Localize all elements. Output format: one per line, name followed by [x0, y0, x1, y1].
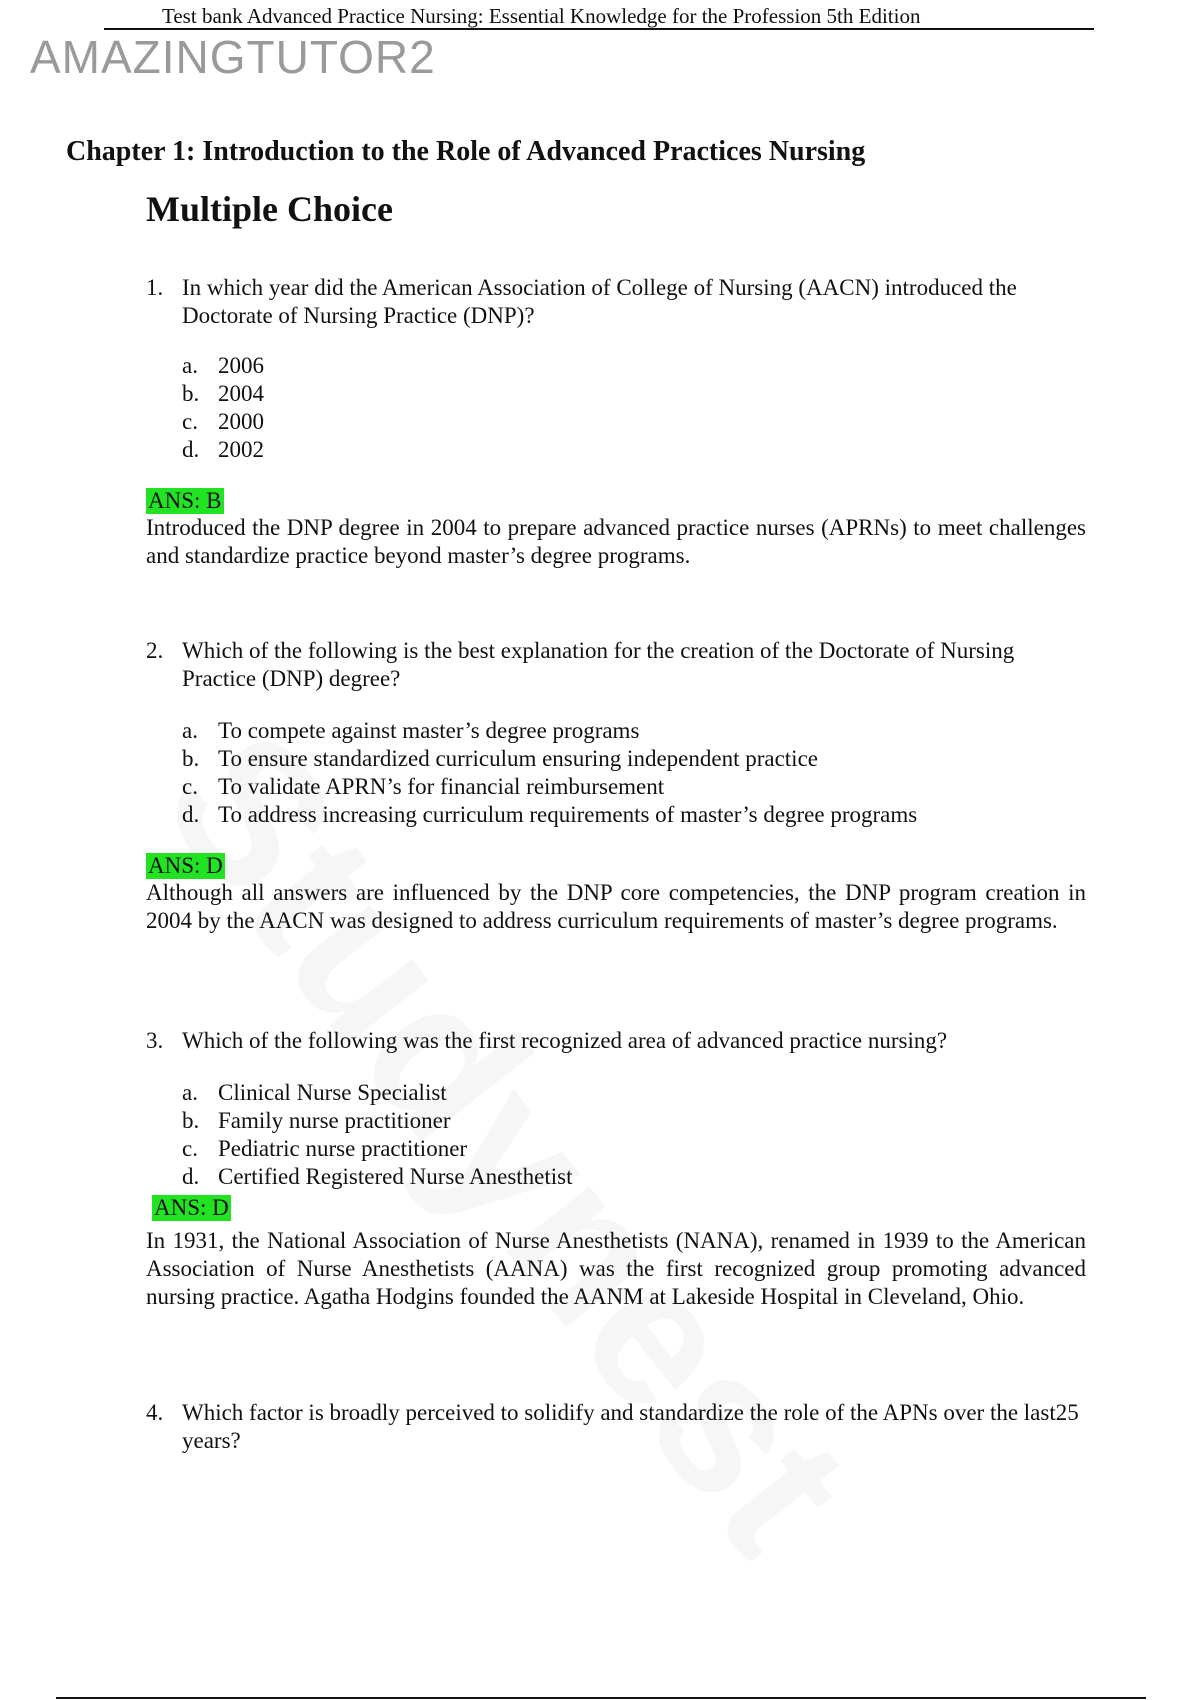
option-a: a. Clinical Nurse Specialist	[182, 1080, 447, 1105]
option-a: a. To compete against master’s degree programs	[182, 718, 640, 743]
question-text: Which of the following is the best explanation for the creation of the Doctorate of Nursing Practice (DNP) degree?	[182, 638, 1015, 691]
options-list	[182, 352, 1086, 464]
question-text: Which factor is broadly perceived to solidify and standardize the role of the APNs over the last25 years?	[182, 1400, 1079, 1453]
question-number: 4.	[146, 1400, 164, 1425]
question-number: 1.	[146, 275, 164, 300]
option-d: d. To address increasing curriculum requirements of master’s degree programs	[182, 802, 918, 827]
footer-rule	[56, 1697, 1146, 1699]
answer-rationale: Although all answers are influenced by the DNP core competencies, the DNP program creation in 2004 by the AACN was designed to address curriculum requirements of master’s degree programs.	[146, 880, 1086, 933]
option-d: d. 2002	[182, 437, 264, 462]
brand-watermark-text: AMAZINGTUTOR2	[30, 31, 436, 83]
question-1	[146, 274, 1086, 570]
option-c: c. To validate APRN’s for financial reimbursement	[182, 774, 665, 799]
answer-highlight: ANS: D	[154, 1195, 229, 1220]
options-list	[182, 1079, 1086, 1191]
option-d: d. Certified Registered Nurse Anesthetist	[182, 1164, 573, 1189]
option-b: b. Family nurse practitioner	[182, 1108, 451, 1133]
question-text: Which of the following was the first recognized area of advanced practice nursing?	[182, 1028, 948, 1053]
answer-rationale: In 1931, the National Association of Nurse Anesthetists (NANA), renamed in 1939 to the American Association of Nurse Anesthetists (AANA) was the first recognized group promoting advanced nursing practice. Agatha Hodgins founded the AANM at Lakeside Hospital in Cleveland, Ohio.	[146, 1228, 1086, 1309]
option-b: b. To ensure standardized curriculum ensuring independent practice	[182, 746, 818, 771]
question-2	[146, 637, 1086, 935]
answer-highlight: ANS: B	[148, 488, 222, 513]
answer-highlight: ANS: D	[148, 853, 223, 878]
option-b: b. 2004	[182, 381, 264, 406]
running-header: Test bank Advanced Practice Nursing: Essential Knowledge for the Profession 5th Edition	[104, 4, 1094, 30]
option-c: c. Pediatric nurse practitioner	[182, 1136, 468, 1161]
question-4	[146, 1399, 1086, 1455]
question-number: 3.	[146, 1028, 164, 1053]
question-text: In which year did the American Association of College of Nursing (AACN) introduced the Doctorate of Nursing Practice (DNP)?	[182, 275, 1017, 328]
answer-rationale: Introduced the DNP degree in 2004 to prepare advanced practice nurses (APRNs) to meet challenges and standardize practice beyond master’s degree programs.	[146, 515, 1086, 568]
chapter-title: Chapter 1: Introduction to the Role of Advanced Practices Nursing	[66, 136, 866, 167]
option-a: a. 2006	[182, 353, 264, 378]
option-c: c. 2000	[182, 409, 264, 434]
question-number: 2.	[146, 638, 164, 663]
question-3	[146, 1027, 1086, 1311]
section-title: Multiple Choice	[146, 189, 393, 229]
options-list	[182, 717, 1086, 829]
